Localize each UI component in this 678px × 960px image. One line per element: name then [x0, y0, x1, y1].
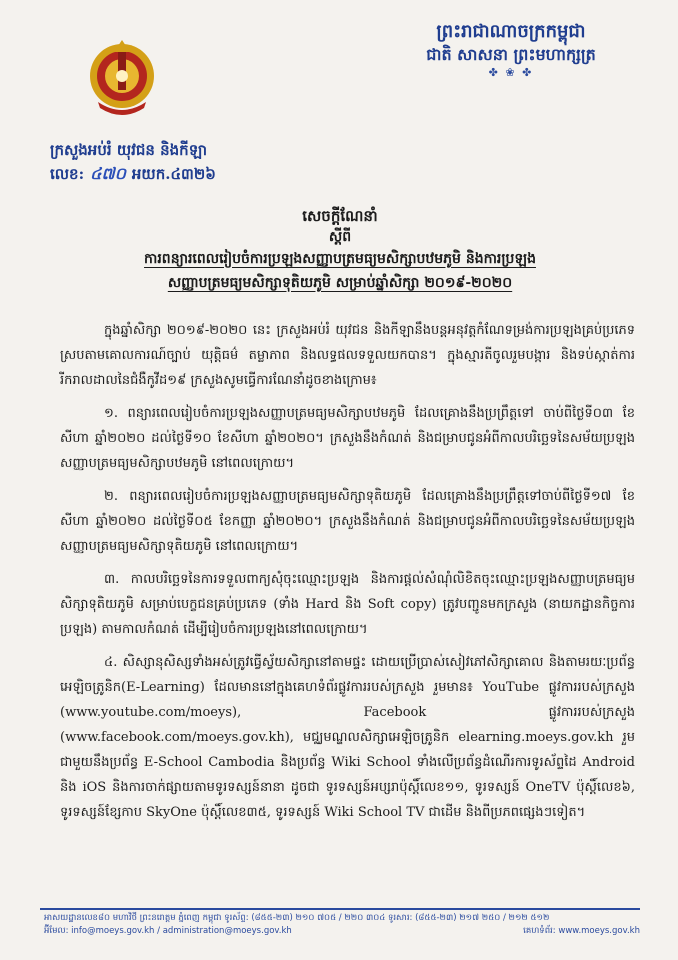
- title-line-2: ស្តីពី: [328, 229, 352, 245]
- reference-number: [50, 164, 216, 184]
- kingdom-title: ព្រះរាជាណាចក្រកម្ពុជា: [436, 21, 586, 42]
- footer-website: គេហទំព័រ: www.moeys.gov.kh: [523, 926, 640, 936]
- footer-divider: [40, 908, 640, 910]
- title-line-1: សេចក្តីណែនាំ: [302, 207, 378, 225]
- numbered-item-4: ៤. សិស្សានុសិស្សទាំងអស់ត្រូវធ្វើស្វ័យសិក្សានៅតាមផ្ទះ ដោយប្រើប្រាស់សៀវភៅសិក្សាគោល និងតាមរយៈប្រព័ន្ធអេឡិចត្រូនិក(E-Learning) ដែលមាននៅក្នុងគេហទំព័រផ្លូវការរបស់ក្រសួង រួមមាន៖ YouTube ផ្លូវការរបស់ក្រសួង (www.youtube.com/moeys), Facebook ផ្លូវការរបស់ក្រសួង (www.facebook.com/moeys.gov.kh), មជ្ឈមណ្ឌលសិក្សាអេឡិចត្រូនិក elearning.moeys.gov.kh រួមជាមួយនឹងប្រព័ន្ធ E-School Cambodia និងប្រព័ន្ធ Wiki School ទាំងលើប្រព័ន្ធដំណើរការទូរស័ព្ទដៃ Android និង iOS និងការចាក់ផ្សាយតាមទូរទស្សន៍នានា ដូចជា ទូរទស្សន៍អប្សរាប៉ុស្តិ៍លេខ១១, ទូរទស្សន៍ OneTV ប៉ុស្តិ៍លេខ៦, ទូរទស្សន៍ខ្សែកាប SkyOne ប៉ុស្តិ៍លេខ៣៥, ទូរទស្សន៍ Wiki School TV ជាដើម និងពីប្រភពផ្សេងៗទៀត។: [60, 655, 635, 820]
- ministry-emblem-icon: [86, 36, 158, 118]
- intro-paragraph: ក្នុងឆ្នាំសិក្សា ២០១៩-២០២០ នេះ ក្រសួងអប់រំ យុវជន និងកីឡានឹងបន្តអនុវត្តកំណែទម្រង់ការប្រឡងគ្រប់ប្រភេទ ស្របតាមគោលការណ៍ច្បាប់ យុត្តិធម៌ តម្លាភាព និងលទ្ធផលទទួលយកបាន។ ក្នុងស្មារតីចូលរួមបង្ការ និងទប់ស្កាត់ការរីករាលដាលនៃជំងឺកូវីដ១៩ ក្រសួងសូមធ្វើការណែនាំដូចខាងក្រោម៖: [60, 323, 635, 388]
- footer: [44, 912, 640, 938]
- ref-label: លេខ:: [50, 165, 85, 183]
- ornament-divider: ✤ ❀ ✤: [488, 66, 534, 79]
- kingdom-heading: [396, 20, 626, 80]
- numbered-item-1: ១. ពន្យារពេលរៀបចំការប្រឡងសញ្ញាបត្រមធ្យមសិក្សាបឋមភូមិ ដែលគ្រោងនឹងប្រព្រឹត្តទៅ ចាប់ពីថ្ងៃទី០៣ ខែសីហា ឆ្នាំ២០២០ ដល់ថ្ងៃទី១០ ខែសីហា ឆ្នាំ២០២០។ ក្រសួងនឹងកំណត់ និងជម្រាបជូនអំពីកាលបរិច្ឆេទនៃសម័យប្រឡងសញ្ញាបត្រមធ្យមសិក្សាបឋមភូមិ នៅពេលក្រោយ។: [60, 406, 635, 471]
- ref-number-handwritten: ៤៧០: [90, 164, 126, 183]
- title-line-4: សញ្ញាបត្រមធ្យមសិក្សាទុតិយភូមិ សម្រាប់ឆ្នាំសិក្សា ២០១៩-២០២០: [167, 275, 513, 291]
- title-line-3: ការពន្យារពេលរៀបចំការប្រឡងសញ្ញាបត្រមធ្យមសិក្សាបឋមភូមិ និងការប្រឡង: [144, 251, 536, 267]
- numbered-item-3: ៣. កាលបរិច្ឆេទនៃការទទួលពាក្យសុំចុះឈ្មោះប្រឡង និងការផ្តល់សំណុំលិខិតចុះឈ្មោះប្រឡងសញ្ញាបត្រមធ្យមសិក្សាទុតិយភូមិ សម្រាប់បេក្ខជនគ្រប់ប្រភេទ (ទាំង Hard និង Soft copy) ត្រូវបញ្ជូនមកក្រសួង (នាយកដ្ឋានកិច្ចការប្រឡង) តាមកាលកំណត់ ដើម្បីរៀបចំការប្រឡងនៅពេលក្រោយ។: [60, 572, 635, 637]
- kingdom-motto: ជាតិ សាសនា ព្រះមហាក្សត្រ: [426, 45, 596, 64]
- numbered-item-2: ២. ពន្យារពេលរៀបចំការប្រឡងសញ្ញាបត្រមធ្យមសិក្សាទុតិយភូមិ ដែលគ្រោងនឹងប្រព្រឹត្តទៅចាប់ពីថ្ងៃទី១៧ ខែសីហា ឆ្នាំ២០២០ ដល់ថ្ងៃទី០៥ ខែកញ្ញា ឆ្នាំ២០២០។ ក្រសួងនឹងកំណត់ និងជម្រាបជូនអំពីកាលបរិច្ឆេទនៃសម័យប្រឡងសញ្ញាបត្រមធ្យមសិក្សាទុតិយភូមិ នៅពេលក្រោយ។: [60, 489, 635, 554]
- footer-email: អ៊ីមែល: info@moeys.gov.kh / administration@moeys.gov.kh: [44, 926, 292, 936]
- document-body: [60, 318, 635, 829]
- ref-suffix: អយក.៤៣២៦: [131, 165, 216, 183]
- ministry-name: ក្រសួងអប់រំ យុវជន និងកីឡា: [50, 141, 208, 159]
- footer-contact: [44, 925, 640, 938]
- document-title: [40, 205, 640, 295]
- footer-address: អាសយដ្ឋានលេខ៨០ មហាវិថី ព្រះនរោត្តម ភ្នំពេញ កម្ពុជា ទូរស័ព្ទ: (៨៥៥-២៣) ២១០ ៧០៥ / ២២០ ៣០៤ ទូរសារ: (៨៥៥-២៣) ២១៧ ២៥០ / ២១២ ៥១២: [44, 913, 550, 923]
